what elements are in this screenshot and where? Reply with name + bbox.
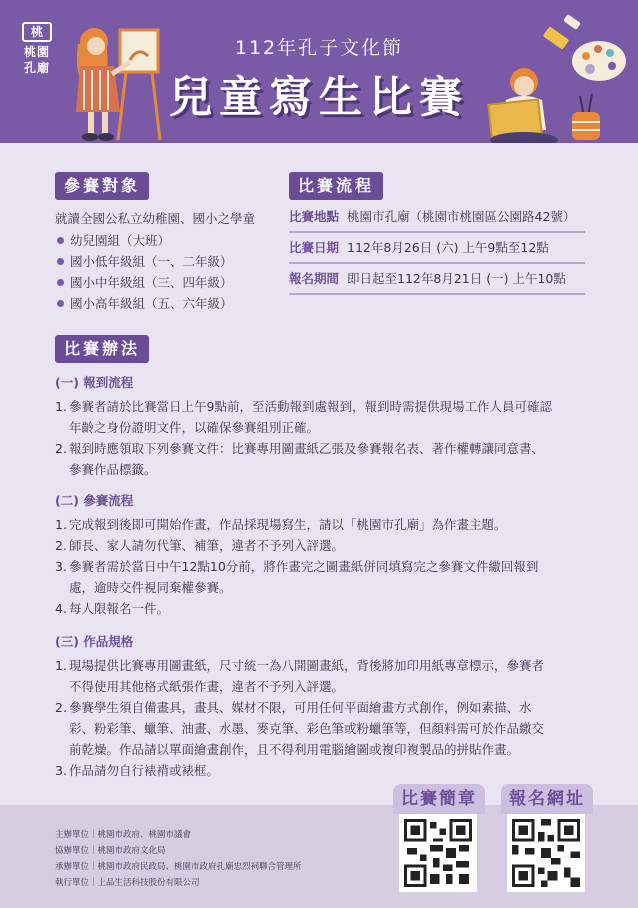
palette-icon bbox=[570, 36, 628, 86]
rule-item: 2. 報到時應領取下列參賽文件：比賽專用圖畫紙乙張及參賽報名表、著作權轉讓同意書、 參賽作品標籤。 bbox=[55, 441, 545, 477]
process-heading: 比賽流程 bbox=[289, 172, 383, 200]
participant-group: 國小低年級組（一、二年級） bbox=[57, 251, 233, 272]
section-title: (三) 作品規格 bbox=[55, 634, 134, 649]
rules-heading: 比賽辦法 bbox=[55, 335, 149, 363]
bullet-icon bbox=[57, 279, 64, 286]
participants-heading: 參賽對象 bbox=[55, 172, 149, 200]
participant-group: 國小中年級組（三、四年級） bbox=[57, 272, 233, 293]
participant-group: 國小高年級組（五、六年級） bbox=[57, 293, 233, 314]
host-line: 承辦單位｜桃園市政府民政局、桃園市政府孔廟忠烈祠聯合管理所 bbox=[55, 862, 302, 872]
logo-text-1: 桃園 bbox=[23, 45, 50, 59]
bullet-icon bbox=[57, 237, 64, 244]
bullet-icon bbox=[57, 300, 64, 307]
qr-code-icon[interactable] bbox=[507, 814, 585, 892]
rule-item: 2. 參賽學生須自備畫具，畫具、媒材不限，可用任何平面繪畫方式創作，例如素描、水 彩、粉彩筆、蠟筆、油畫、水墨、麥克筆、彩色筆或粉蠟筆等，但顏料需可於作品繳交 前乾燥。作品請以單面繪畫創作，且不得利用電腦繪圖或複印複製品的拼貼作畫。 bbox=[55, 700, 545, 757]
executor-line: 執行單位｜上品生活科技股份有限公司 bbox=[55, 878, 200, 888]
process-row-date: 比賽日期 112年8月26日 (六) 上午9點至12點 bbox=[289, 236, 585, 264]
rule-item: 3. 參賽者需於當日中午12點10分前，將作畫完之圖畫紙併同填寫完之參賽文件繳回報到 處，逾時交件視同棄權參賽。 bbox=[55, 559, 539, 595]
qr-code-icon[interactable] bbox=[399, 814, 477, 892]
bullet-icon bbox=[57, 258, 64, 265]
participants-intro: 就讀全國公私立幼稚園、國小之學童 bbox=[55, 211, 256, 226]
logo-book-icon: 桃 bbox=[22, 22, 52, 42]
rule-item: 1. 參賽者請於比賽當日上午9點前，至活動報到處報到，報到時需提供現場工作人員可確認 年齡之身份證明文件，以確保參賽組別正確。 bbox=[55, 399, 552, 435]
organizer-line: 主辦單位｜桃園市政府、桃園市議會 bbox=[55, 830, 192, 840]
qr-right-label: 報名網址 bbox=[501, 784, 593, 814]
co-organizer-line: 協辦單位｜桃園市政府文化局 bbox=[55, 846, 166, 856]
rule-item: 3. 作品請勿自行裱褙或裱框。 bbox=[55, 763, 220, 778]
header-banner bbox=[0, 0, 638, 143]
participant-group: 幼兒園組（大班） bbox=[57, 230, 170, 251]
qr-left-label: 比賽簡章 bbox=[393, 784, 485, 814]
section-title: (二) 參賽流程 bbox=[55, 493, 134, 508]
brush-cup-icon bbox=[566, 92, 606, 142]
rule-item: 4. 每人限報名一件。 bbox=[55, 601, 170, 616]
process-row-location: 比賽地點 桃園市孔廟（桃園市桃園區公園路42號） bbox=[289, 205, 585, 233]
rule-item: 1. 現場提供比賽專用圖畫紙，尺寸統一為八開圖畫紙，背後將加印用紙專章標示，參賽者 不得使用其他格式紙張作畫，違者不予列入評選。 bbox=[55, 658, 545, 694]
event-subtitle: 112年孔子文化節 bbox=[234, 37, 404, 59]
rule-item: 2. 師長、家人請勿代筆、補筆，違者不予列入評選。 bbox=[55, 538, 345, 553]
logo-text-2: 孔廟 bbox=[23, 61, 50, 75]
process-row-registration: 報名期間 即日起至112年8月21日 (一) 上午10點 bbox=[289, 267, 585, 295]
event-title: 兒童寫生比賽 bbox=[169, 73, 469, 123]
rule-item: 1. 完成報到後即可開始作畫，作品採現場寫生，請以「桃園市孔廟」為作畫主題。 bbox=[55, 517, 507, 532]
section-title: (一) 報到流程 bbox=[55, 375, 134, 390]
boy-drawing-illustration bbox=[484, 66, 564, 143]
